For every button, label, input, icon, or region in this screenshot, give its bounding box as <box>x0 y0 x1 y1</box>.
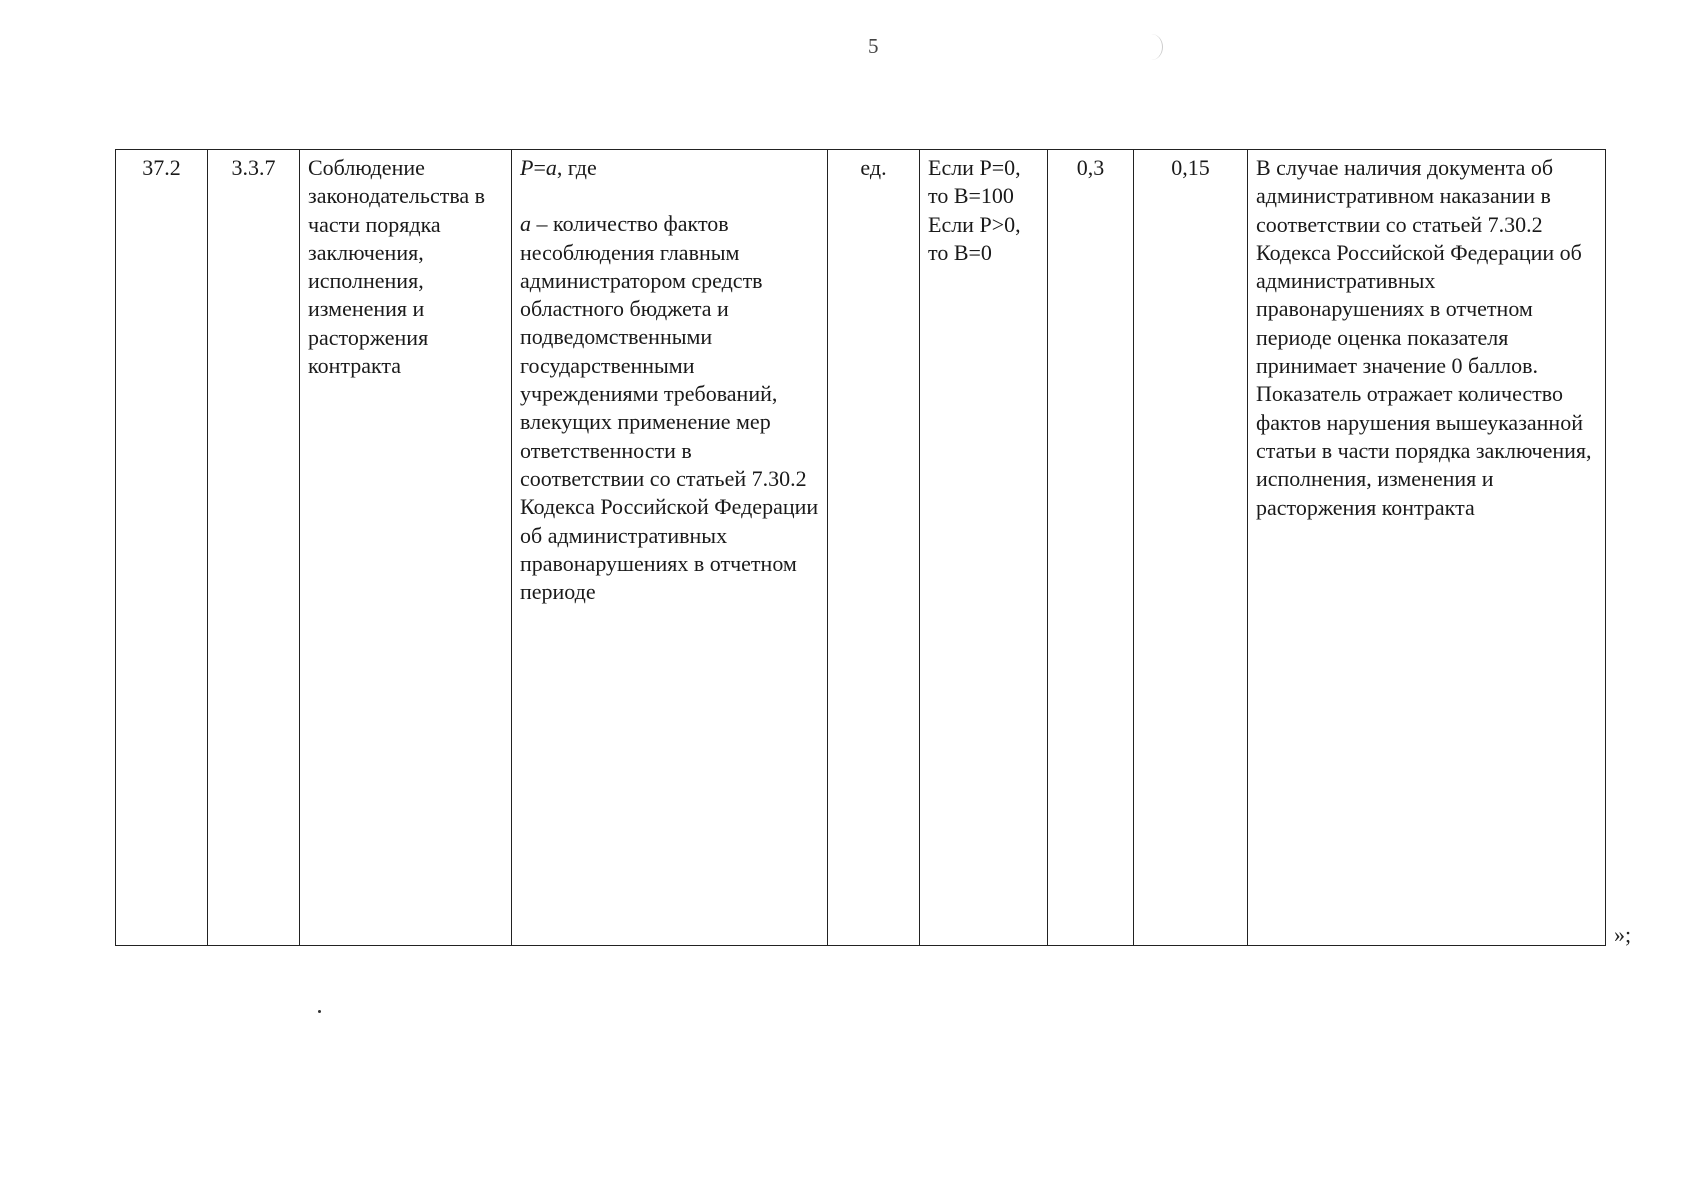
weight-value-1: 0,3 <box>1076 155 1105 180</box>
indicator-name: Соблюдение законодательства в части порядка заключения, исполнения, изменения и расторжения контракта <box>308 155 486 379</box>
scan-mark <box>1140 34 1163 60</box>
unit-value: ед. <box>860 155 887 180</box>
note-cell <box>1248 150 1606 946</box>
formula <box>520 154 819 182</box>
scan-speck <box>318 1010 321 1013</box>
table-row <box>116 150 1606 946</box>
formula-equals: = <box>533 155 546 180</box>
indicator-table <box>115 149 1606 946</box>
indicator-code-cell <box>208 150 300 946</box>
formula-var-a: a <box>545 155 557 180</box>
note-text: В случае наличия документа об административном наказании в соответствии со статьей 7.30.2 Кодекса Российской Федерации об административных правонарушениях в отчетном периоде оценка показателя принимает значение 0 баллов. Показатель отражает количество фактов нарушения вышеуказанной статьи в части порядка заключения, исполнения, изменения и расторжения контракта <box>1256 155 1592 520</box>
criteria-cell <box>920 150 1048 946</box>
weight-value-2: 0,15 <box>1171 155 1210 180</box>
indicator-code: 3.3.7 <box>231 155 276 180</box>
formula-suffix: , где <box>556 155 597 180</box>
formula-definition <box>520 210 819 606</box>
formula-var-p: P <box>520 155 534 180</box>
criteria-line: Если P>0, <box>928 211 1021 237</box>
row-number: 37.2 <box>142 155 181 180</box>
page-number: 5 <box>868 34 879 58</box>
criteria-line: то B=0 <box>928 239 992 265</box>
unit-cell <box>828 150 920 946</box>
closing-quote: »; <box>1614 922 1632 947</box>
weight1-cell <box>1048 150 1134 946</box>
definition-text: – количество фактов несоблюдения главным администратором средств областного бюджета и подведомственными государственными учреждениями требований, влекущих применение мер ответственности в соответствии со статьей 7.30.2 Кодекса Российской Федерации об административных правонарушениях в отчетном периоде <box>520 211 819 605</box>
criteria-line: Если P=0, <box>928 155 1021 180</box>
indicator-name-cell <box>300 150 512 946</box>
definition-var: a <box>520 211 531 237</box>
weight2-cell <box>1134 150 1248 946</box>
formula-cell <box>512 150 828 946</box>
criteria-line: то B=100 <box>928 183 1014 209</box>
row-number-cell <box>116 150 208 946</box>
